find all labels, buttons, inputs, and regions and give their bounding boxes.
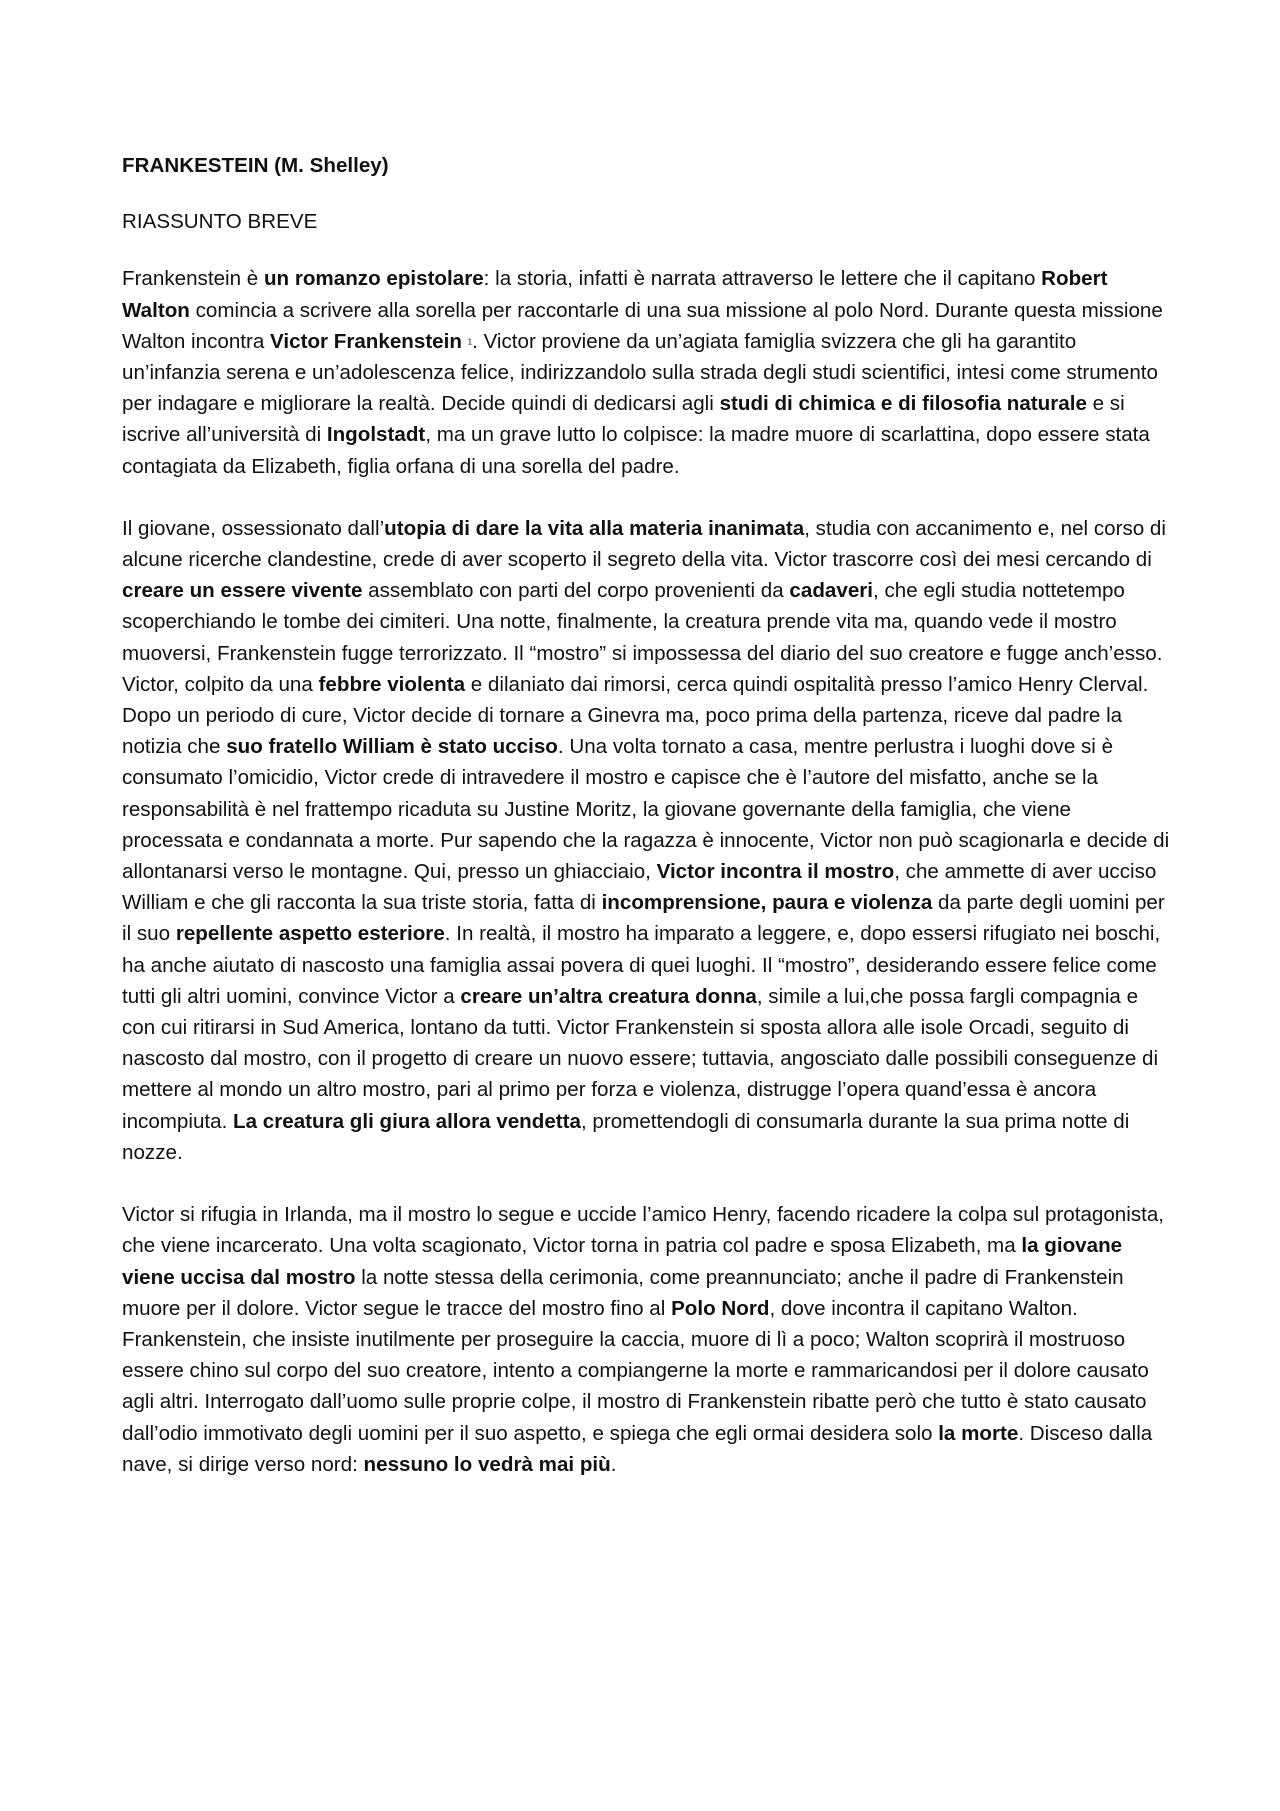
paragraph-2 xyxy=(122,513,1172,1168)
document-body xyxy=(122,150,1172,1511)
text-run: comincia a scrivere alla sorella per raccontarle di una sua missione al polo Nord. Durante questa missione Walton incontra xyxy=(122,298,1163,353)
text-run: la notte stessa della cerimonia, come preannunciato; anche il padre di Frankenstein muore per il dolore. Victor segue le tracce del mostro fino al xyxy=(122,1265,1124,1320)
paragraph-3 xyxy=(122,1199,1172,1480)
bold-text: creare un essere vivente xyxy=(122,579,363,603)
text-run: , che ammette di aver ucciso William e che gli racconta la sua triste storia, fatta di xyxy=(122,860,1157,915)
text-run: , studia con accanimento e, nel corso di alcune ricerche clandestine, crede di aver scoperto il segreto della vita. Victor trascorre così dei mesi cercando di xyxy=(122,516,1166,572)
bold-text: cadaveri xyxy=(789,579,874,603)
bold-text: La creatura gli giura allora vendetta xyxy=(233,1109,581,1133)
text-run: . xyxy=(610,1452,617,1476)
text-run: da parte degli uomini per il suo xyxy=(122,891,1165,946)
bold-text: Polo Nord xyxy=(671,1296,770,1320)
bold-text: studi di chimica e di filosofia naturale xyxy=(719,392,1087,416)
text-run: . Victor proviene da un’agiata famiglia svizzera che gli ha garantito un’infanzia serena e un’adolescenza felice, indirizzandolo sulla strada degli studi scientifici, intesi come strumento per indagare e migliorare la realtà. Decide quindi di dedicarsi agli xyxy=(122,329,1158,416)
text-run: , simile a lui,che possa fargli compagnia e con cui ritirarsi in Sud America, lontano da tutti. Victor Frankenstein si sposta allora alle isole Orcadi, seguito di nascosto dal mostro, con il progetto di creare un nuovo essere; tuttavia, angosciato dalle possibili conseguenze di mettere al mondo un altro mostro, pari al primo per forza e violenza, distrugge l’opera quand’essa è ancora incompiuta. xyxy=(122,984,1159,1133)
text-run: , dove incontra il capitano Walton. Frankenstein, che insiste inutilmente per proseguire la caccia, muore di lì a poco; Walton scoprirà il mostruoso essere chino sul corpo del suo creatore, intento a compiangerne la morte e rammaricandosi per il dolore causato agli altri. Interrogato dall’uomo sulle proprie colpe, il mostro di Frankenstein ribatte però che tutto è stato causato dall’odio immotivato degli uomini per il suo aspetto, e spiega che egli ormai desidera solo xyxy=(122,1296,1149,1445)
bold-text: la morte xyxy=(938,1421,1019,1445)
bold-text: incomprensione, paura e violenza xyxy=(601,891,933,915)
text-run: . Disceso dalla nave, si dirige verso nord: xyxy=(122,1421,1153,1476)
text-run: e si iscrive all’università di xyxy=(122,392,1125,447)
bold-text: Robert Walton xyxy=(122,267,1108,322)
bold-text: repellente aspetto esteriore xyxy=(175,922,445,946)
footnote-ref: 1 xyxy=(467,337,473,347)
document-title: FRANKESTEIN (M. Shelley) xyxy=(122,154,389,177)
text-run: , che egli studia nottetempo scoperchiando le tombe dei cimiteri. Una notte, finalmente, la creatura prende vita ma, quando vede il mostro muoversi, Frankenstein fugge terrorizzato. Il “mostro” si impossessa del diario del suo creatore e fugge anch’esso. Victor, colpito da una xyxy=(122,579,1163,696)
text-run: Frankenstein è xyxy=(122,267,264,291)
bold-text: un romanzo epistolare xyxy=(263,267,484,291)
text-run: . Una volta tornato a casa, mentre perlustra i luoghi dove si è consumato l’omicidio, Victor crede di intravedere il mostro e capisce che è l’autore del misfatto, anche se la responsabilità è nel frattempo ricaduta su Justine Moritz, la giovane governante della famiglia, che viene processata e condannata a morte. Pur sapendo che la ragazza è innocente, Victor non può scagionarla e decide di allontanarsi verso le montagne. Qui, presso un ghiacciaio, xyxy=(122,735,1170,884)
bold-text: Victor incontra il mostro xyxy=(656,860,895,884)
bold-text: creare un’altra creatura donna xyxy=(460,984,757,1008)
text-run: , promettendogli di consumarla durante la sua prima notte di nozze. xyxy=(122,1109,1130,1164)
paragraph-1 xyxy=(122,263,1172,481)
bold-text: suo fratello William è stato ucciso xyxy=(226,735,558,759)
text-run: e dilaniato dai rimorsi, cerca quindi ospitalità presso l’amico Henry Clerval. Dopo un periodo di cure, Victor decide di tornare a Ginevra ma, poco prima della partenza, riceve dal padre la notizia che xyxy=(122,672,1149,759)
text-run: , ma un grave lutto lo colpisce: la madre muore di scarlattina, dopo essere stata contagiata da Elizabeth, figlia orfana di una sorella del padre. xyxy=(122,423,1150,478)
bold-text: febbre violenta xyxy=(318,672,466,696)
bold-text: la giovane viene uccisa dal mostro xyxy=(122,1234,1123,1289)
text-run: . In realtà, il mostro ha imparato a leggere, e, dopo essersi rifugiato nei boschi, ha anche aiutato di nascosto una famiglia assai povera di quei luoghi. Il “mostro”, desiderando essere felice come tutti gli altri uomini, convince Victor a xyxy=(122,922,1161,1008)
bold-text: utopia di dare la vita alla materia inanimata xyxy=(384,516,805,540)
document-subtitle: RIASSUNTO BREVE xyxy=(122,210,318,234)
text-run: Victor si rifugia in Irlanda, ma il mostro lo segue e uccide l’amico Henry, facendo ricadere la colpa sul protagonista, che viene incarcerato. Una volta scagionato, Victor torna in patria col padre e sposa Elizabeth, ma xyxy=(122,1203,1165,1258)
text-run: Il giovane, ossessionato dall’ xyxy=(122,516,385,540)
bold-text: Victor Frankenstein xyxy=(270,329,462,353)
text-run: : la storia, infatti è narrata attraverso le lettere che il capitano xyxy=(483,267,1042,291)
bold-text: nessuno lo vedrà mai più xyxy=(363,1452,611,1476)
text-run: assemblato con parti del corpo provenienti da xyxy=(362,579,790,603)
bold-text: Ingolstadt xyxy=(326,423,426,447)
